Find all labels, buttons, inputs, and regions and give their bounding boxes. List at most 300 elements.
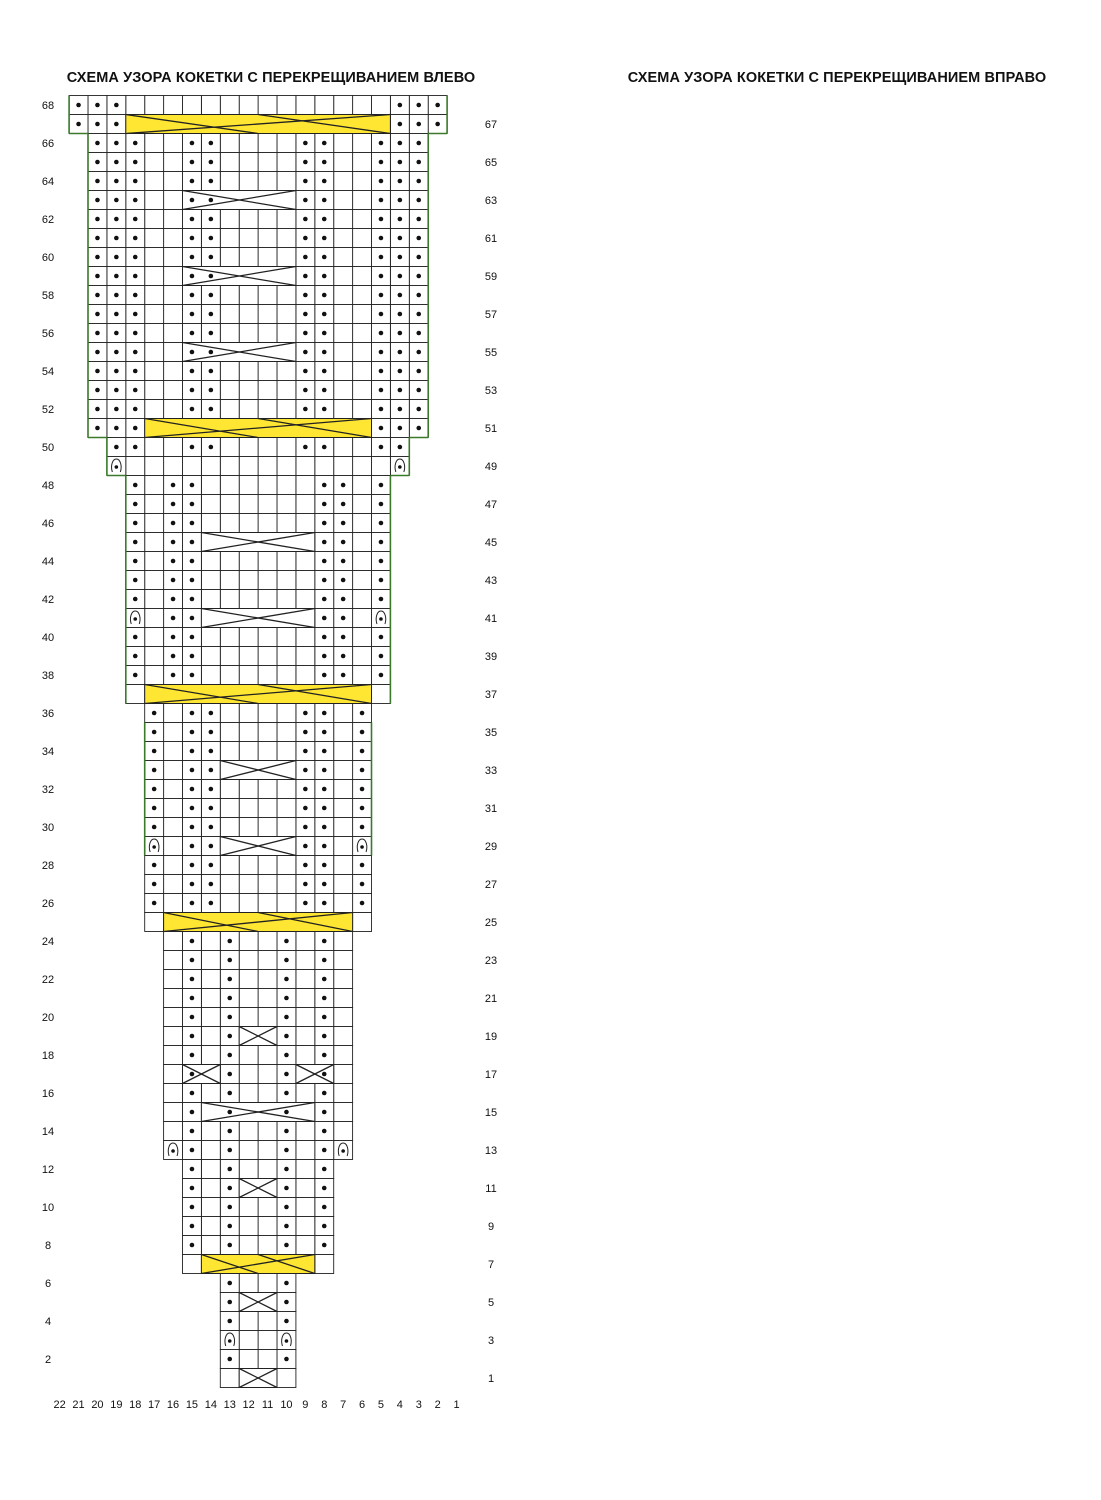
purl-dot [379, 445, 384, 450]
purl-dot [95, 236, 100, 241]
purl-dot [379, 502, 384, 507]
stitch-cell [353, 533, 372, 552]
column-label: 20 [91, 1399, 104, 1411]
stitch-cell [334, 96, 353, 115]
purl-dot [114, 350, 119, 355]
purl-dot [322, 787, 327, 792]
purl-dot [190, 901, 195, 906]
purl-dot [209, 217, 214, 222]
row-label-even: 8 [44, 1240, 52, 1252]
purl-dot [133, 654, 138, 659]
purl-dot [152, 882, 157, 887]
stitch-cell [258, 628, 277, 647]
row-label-even: 28 [41, 860, 55, 872]
stitch-cell [145, 362, 164, 381]
row-label-even: 18 [41, 1050, 55, 1062]
purl-dot [322, 369, 327, 374]
stitch-cell [239, 1141, 258, 1160]
stitch-cell [258, 818, 277, 837]
purl-dot [322, 521, 327, 526]
stitch-cell [258, 1160, 277, 1179]
stitch-cell [296, 495, 315, 514]
row-label-odd: 55 [484, 347, 498, 359]
stitch-cell [296, 1179, 315, 1198]
purl-dot [209, 806, 214, 811]
stitch-cell [258, 723, 277, 742]
purl-dot [303, 730, 308, 735]
purl-dot [133, 521, 138, 526]
column-label: 3 [415, 1399, 422, 1411]
purl-dot [416, 236, 421, 241]
purl-dot [114, 407, 119, 412]
row-label-odd: 31 [484, 803, 498, 815]
purl-dot [95, 141, 100, 146]
row-label-even: 56 [41, 328, 55, 340]
row-label-odd: 7 [487, 1259, 495, 1271]
purl-dot [341, 483, 346, 488]
purl-dot [171, 673, 176, 678]
purl-dot [227, 1281, 232, 1286]
purl-dot [322, 578, 327, 583]
purl-dot [209, 388, 214, 393]
stitch-cell [164, 723, 183, 742]
purl-dot [209, 331, 214, 336]
purl-dot [171, 654, 176, 659]
stitch-cell [277, 856, 296, 875]
row-label-odd: 5 [487, 1297, 495, 1309]
purl-dot [227, 1129, 232, 1134]
stitch-cell [258, 457, 277, 476]
purl-dot [171, 483, 176, 488]
stitch-cell [126, 685, 145, 704]
stitch-cell [239, 1198, 258, 1217]
stitch-cell [353, 457, 372, 476]
stitch-cell [353, 96, 372, 115]
purl-dot [133, 388, 138, 393]
stitch-cell [277, 229, 296, 248]
stitch-cell [239, 305, 258, 324]
purl-dot [190, 445, 195, 450]
row-label-odd: 61 [484, 233, 498, 245]
stitch-cell [164, 286, 183, 305]
purl-dot [190, 654, 195, 659]
row-label-even: 10 [41, 1202, 55, 1214]
purl-dot [379, 521, 384, 526]
purl-dot [190, 730, 195, 735]
stitch-cell [201, 951, 220, 970]
purl-dot [227, 1053, 232, 1058]
row-label-even: 12 [41, 1164, 55, 1176]
purl-dot [379, 483, 384, 488]
row-label-odd: 1 [487, 1373, 495, 1385]
stitch-cell [258, 989, 277, 1008]
stitch-cell [239, 495, 258, 514]
purl-dot [95, 350, 100, 355]
purl-dot [95, 217, 100, 222]
stitch-cell [258, 1046, 277, 1065]
stitch-cell [201, 628, 220, 647]
purl-dot [190, 217, 195, 222]
purl-dot [360, 863, 365, 868]
purl-dot [322, 1243, 327, 1248]
purl-dot [209, 293, 214, 298]
row-label-even: 62 [41, 214, 55, 226]
purl-dot [322, 293, 327, 298]
stitch-cell [258, 1350, 277, 1369]
row-label-odd: 29 [484, 841, 498, 853]
purl-dot [360, 787, 365, 792]
purl-dot [416, 103, 421, 108]
purl-dot [171, 521, 176, 526]
loop-dot [379, 617, 383, 621]
stitch-cell [220, 438, 239, 457]
stitch-cell [164, 704, 183, 723]
purl-dot [322, 407, 327, 412]
purl-dot [379, 578, 384, 583]
purl-dot [190, 578, 195, 583]
purl-dot [133, 502, 138, 507]
purl-dot [190, 711, 195, 716]
stitch-cell [334, 932, 353, 951]
stitch-cell [220, 723, 239, 742]
stitch-cell [258, 666, 277, 685]
purl-dot [133, 141, 138, 146]
stitch-cell [258, 894, 277, 913]
row-label-odd: 17 [484, 1069, 498, 1081]
stitch-cell [334, 742, 353, 761]
purl-dot [133, 540, 138, 545]
purl-dot [379, 255, 384, 260]
stitch-cell [334, 286, 353, 305]
purl-dot [341, 578, 346, 583]
stitch-cell [220, 476, 239, 495]
stitch-cell [258, 229, 277, 248]
row-label-odd: 27 [484, 879, 498, 891]
stitch-cell [353, 628, 372, 647]
purl-dot [379, 407, 384, 412]
stitch-cell [277, 96, 296, 115]
stitch-cell [164, 970, 183, 989]
purl-dot [416, 312, 421, 317]
row-label-odd: 21 [484, 993, 498, 1005]
purl-dot [416, 122, 421, 127]
stitch-cell [296, 1198, 315, 1217]
purl-dot [190, 350, 195, 355]
row-label-odd: 43 [484, 575, 498, 587]
stitch-cell [258, 856, 277, 875]
purl-dot [152, 806, 157, 811]
purl-dot [190, 1167, 195, 1172]
stitch-cell [296, 1217, 315, 1236]
stitch-cell [296, 457, 315, 476]
row-label-even: 34 [41, 746, 55, 758]
purl-dot [322, 312, 327, 317]
column-label: 10 [280, 1399, 293, 1411]
purl-dot [322, 844, 327, 849]
purl-dot [322, 1167, 327, 1172]
stitch-cell [239, 628, 258, 647]
purl-dot [360, 711, 365, 716]
purl-dot [284, 1034, 289, 1039]
purl-dot [303, 787, 308, 792]
stitch-cell [201, 1179, 220, 1198]
purl-dot [360, 806, 365, 811]
stitch-cell [145, 153, 164, 172]
purl-dot [284, 1205, 289, 1210]
stitch-cell [296, 571, 315, 590]
purl-dot [190, 293, 195, 298]
purl-dot [398, 160, 403, 165]
stitch-cell [353, 191, 372, 210]
purl-dot [322, 749, 327, 754]
row-label-even: 24 [41, 936, 55, 948]
stitch-cell [353, 571, 372, 590]
purl-dot [303, 331, 308, 336]
purl-dot [114, 426, 119, 431]
loop-dot [398, 465, 402, 469]
purl-dot [95, 103, 100, 108]
stitch-cell [258, 248, 277, 267]
purl-dot [379, 388, 384, 393]
row-label-odd: 45 [484, 537, 498, 549]
stitch-cell [334, 1103, 353, 1122]
purl-dot [360, 825, 365, 830]
stitch-cell [296, 96, 315, 115]
stitch-cell [145, 134, 164, 153]
purl-dot [322, 217, 327, 222]
stitch-cell [220, 305, 239, 324]
stitch-cell [277, 495, 296, 514]
purl-dot [416, 369, 421, 374]
purl-dot [190, 388, 195, 393]
purl-dot [190, 597, 195, 602]
purl-dot [209, 901, 214, 906]
stitch-cell [315, 1255, 334, 1274]
stitch-cell [201, 590, 220, 609]
purl-dot [95, 255, 100, 260]
purl-dot [190, 1015, 195, 1020]
stitch-cell [258, 495, 277, 514]
stitch-cell [220, 362, 239, 381]
purl-dot [341, 502, 346, 507]
stitch-cell [277, 134, 296, 153]
purl-dot [190, 540, 195, 545]
stitch-cell [277, 647, 296, 666]
purl-dot [284, 1015, 289, 1020]
stitch-cell [258, 400, 277, 419]
stitch-cell [145, 381, 164, 400]
stitch-cell [145, 96, 164, 115]
stitch-cell [201, 1046, 220, 1065]
stitch-cell [296, 1160, 315, 1179]
purl-dot [322, 673, 327, 678]
stitch-cell [258, 1008, 277, 1027]
row-label-even: 38 [41, 670, 55, 682]
column-labels [54, 1399, 460, 1411]
row-label-even: 44 [41, 556, 55, 568]
stitch-cell [334, 951, 353, 970]
purl-dot [114, 331, 119, 336]
stitch-cell [164, 305, 183, 324]
stitch-cell [145, 571, 164, 590]
purl-dot [379, 160, 384, 165]
stitch-cell [353, 552, 372, 571]
stitch-cell [334, 970, 353, 989]
purl-dot [190, 1243, 195, 1248]
purl-dot [284, 1110, 289, 1115]
stitch-cell [258, 1122, 277, 1141]
purl-dot [190, 1034, 195, 1039]
stitch-cell [239, 457, 258, 476]
stitch-cell [334, 210, 353, 229]
purl-dot [171, 597, 176, 602]
stitch-cell [353, 609, 372, 628]
purl-dot [416, 160, 421, 165]
stitch-cell [220, 210, 239, 229]
stitch-cell [164, 856, 183, 875]
purl-dot [322, 901, 327, 906]
purl-dot [209, 274, 214, 279]
stitch-cell [201, 1084, 220, 1103]
purl-dot [322, 768, 327, 773]
purl-dot [303, 407, 308, 412]
purl-dot [379, 673, 384, 678]
stitch-cell [164, 875, 183, 894]
purl-dot [379, 312, 384, 317]
purl-dot [190, 673, 195, 678]
row-label-even: 60 [41, 252, 55, 264]
stitch-cell [258, 1084, 277, 1103]
stitch-cell [164, 761, 183, 780]
purl-dot [209, 730, 214, 735]
purl-dot [303, 388, 308, 393]
stitch-cell [353, 324, 372, 343]
purl-dot [284, 1281, 289, 1286]
stitch-cell [239, 172, 258, 191]
stitch-cell [258, 1274, 277, 1293]
stitch-cell [258, 571, 277, 590]
purl-dot [322, 502, 327, 507]
stitch-cell [334, 362, 353, 381]
stitch-cell [145, 343, 164, 362]
stitch-cell [334, 875, 353, 894]
stitch-cell [239, 153, 258, 172]
stitch-cell [220, 742, 239, 761]
purl-dot [133, 236, 138, 241]
purl-dot [190, 1186, 195, 1191]
stitch-cell [239, 1065, 258, 1084]
purl-dot [227, 1110, 232, 1115]
stitch-cell [220, 457, 239, 476]
stitch-cell [334, 818, 353, 837]
purl-dot [227, 1034, 232, 1039]
row-label-odd: 47 [484, 499, 498, 511]
loop-dot [285, 1339, 289, 1343]
stitch-cell [126, 96, 145, 115]
stitch-cell [201, 1027, 220, 1046]
purl-dot [322, 388, 327, 393]
purl-dot [209, 825, 214, 830]
stitch-cell [145, 628, 164, 647]
stitch-cell [164, 153, 183, 172]
purl-dot [227, 939, 232, 944]
purl-dot [379, 654, 384, 659]
purl-dot [190, 768, 195, 773]
stitch-cell [145, 286, 164, 305]
purl-dot [398, 388, 403, 393]
stitch-cell [239, 704, 258, 723]
purl-dot [190, 1129, 195, 1134]
purl-dot [95, 426, 100, 431]
stitch-cell [277, 476, 296, 495]
purl-dot [379, 597, 384, 602]
purl-dot [190, 274, 195, 279]
stitch-cell [164, 932, 183, 951]
stitch-cell [334, 723, 353, 742]
row-label-odd: 11 [485, 1183, 497, 1195]
purl-dot [379, 274, 384, 279]
column-label: 2 [434, 1399, 441, 1411]
purl-dot [190, 1110, 195, 1115]
stitch-cell [239, 1046, 258, 1065]
purl-dot [133, 483, 138, 488]
purl-dot [379, 369, 384, 374]
stitch-cell [164, 438, 183, 457]
stitch-cell [239, 1008, 258, 1027]
stitch-cell [239, 381, 258, 400]
stitch-cell [296, 666, 315, 685]
stitch-cell [334, 153, 353, 172]
purl-dot [379, 350, 384, 355]
stitch-cell [164, 780, 183, 799]
stitch-cell [145, 457, 164, 476]
stitch-cell [277, 457, 296, 476]
row-label-even: 22 [41, 974, 55, 986]
row-label-even: 58 [41, 290, 55, 302]
purl-dot [114, 103, 119, 108]
purl-dot [95, 179, 100, 184]
stitch-cell [201, 476, 220, 495]
purl-dot [416, 255, 421, 260]
purl-dot [322, 863, 327, 868]
row-label-even: 68 [41, 100, 55, 112]
stitch-cell [258, 1312, 277, 1331]
stitch-cell [220, 590, 239, 609]
column-label: 13 [223, 1399, 236, 1411]
purl-dot [209, 882, 214, 887]
stitch-cell [220, 666, 239, 685]
purl-dot [227, 1243, 232, 1248]
purl-dot [322, 1072, 327, 1077]
stitch-cell [201, 457, 220, 476]
stitch-cell [334, 134, 353, 153]
purl-dot [284, 996, 289, 1001]
purl-dot [227, 1300, 232, 1305]
purl-dot [133, 578, 138, 583]
purl-dot [190, 521, 195, 526]
purl-dot [284, 1053, 289, 1058]
purl-dot [133, 293, 138, 298]
purl-dot [416, 217, 421, 222]
purl-dot [341, 654, 346, 659]
purl-dot [416, 274, 421, 279]
stitch-cell [239, 1331, 258, 1350]
purl-dot [322, 350, 327, 355]
purl-dot [303, 160, 308, 165]
stitch-cell [239, 134, 258, 153]
stitch-cell [353, 153, 372, 172]
stitch-cell [372, 96, 391, 115]
